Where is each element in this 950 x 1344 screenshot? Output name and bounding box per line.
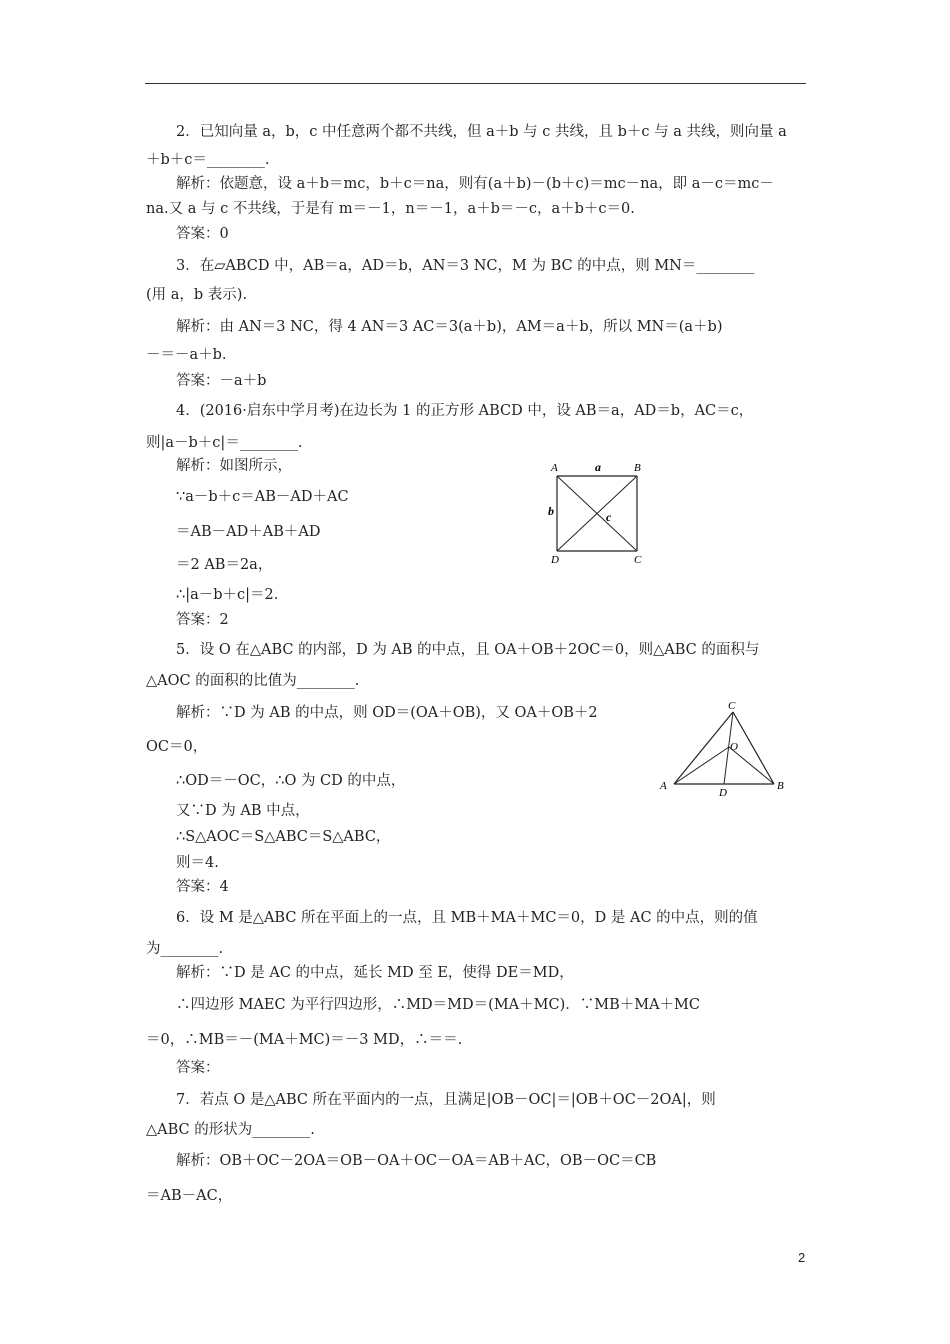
triangle-side-cb bbox=[733, 712, 774, 784]
text-line: 4．(2016·启东中学月考)在边长为 1 的正方形 ABCD 中，设 AB＝a，AD＝b，AC＝c， bbox=[176, 403, 754, 419]
text-line: ＝2 AB＝2a， bbox=[176, 557, 273, 573]
text-line: 答案： bbox=[176, 1060, 220, 1076]
label-D: D bbox=[719, 787, 727, 798]
label-C: C bbox=[728, 700, 736, 712]
text-line: 7．若点 O 是△ABC 所在平面内的一点，且满足|OB－OC|＝|OB＋OC－2OA|，则 bbox=[176, 1092, 716, 1108]
text-line: 解析：由 AN＝3 NC，得 4 AN＝3 AC＝3(a＋b)，AM＝a＋b，所以 MN＝(a＋b) bbox=[176, 319, 723, 335]
text-line: 5．设 O 在△ABC 的内部，D 为 AB 的中点，且 OA＋OB＋2OC＝0，则△ABC 的面积与 bbox=[176, 642, 760, 658]
text-line: 答案：－a＋b bbox=[176, 373, 267, 389]
label-c: c bbox=[606, 510, 612, 524]
text-line: △AOC 的面积的比值为________. bbox=[146, 673, 360, 689]
header-rule bbox=[145, 83, 806, 84]
text-line: ＝0，∴MB＝－(MA＋MC)＝－3 MD，∴＝＝. bbox=[146, 1032, 463, 1048]
triangle-side-ac bbox=[674, 712, 733, 784]
text-line: ∵a－b＋c＝AB－AD＋AC bbox=[176, 489, 349, 505]
text-line: 答案：4 bbox=[176, 879, 229, 895]
text-line: 答案：0 bbox=[176, 226, 229, 242]
triangle-figure bbox=[656, 698, 796, 798]
text-line: 则|a－b＋c|＝________. bbox=[146, 435, 303, 451]
text-line: ∴四边形 MAEC 为平行四边形，∴MD＝MD＝(MA＋MC)．∵MB＋MA＋MC bbox=[176, 997, 700, 1013]
text-line: 解析：如图所示， bbox=[176, 458, 292, 474]
text-line: 解析：∵D 是 AC 的中点，延长 MD 至 E，使得 DE＝MD， bbox=[176, 965, 574, 981]
text-line: 则＝4. bbox=[176, 855, 219, 871]
text-line: 答案：2 bbox=[176, 612, 229, 628]
text-line: 2．已知向量 a，b，c 中任意两个都不共线，但 a＋b 与 c 共线，且 b＋c 与 a 共线，则向量 a bbox=[176, 124, 787, 140]
text-line: OC＝0， bbox=[146, 739, 208, 755]
segment-oa bbox=[674, 747, 729, 784]
text-line: ＝AB－AC， bbox=[146, 1188, 233, 1204]
label-B: B bbox=[634, 462, 641, 474]
page-number: 2 bbox=[798, 1250, 806, 1265]
label-A: A bbox=[551, 462, 558, 474]
text-line: 解析：OB＋OC－2OA＝OB－OA＋OC－OA＝AB＋AC，OB－OC＝CB bbox=[176, 1153, 657, 1169]
text-line: na.又 a 与 c 不共线，于是有 m＝－1，n＝－1，a＋b＝－c，a＋b＋c＝0. bbox=[146, 201, 635, 217]
text-line: ＝AB－AD＋AB＋AD bbox=[176, 524, 321, 540]
text-line: 6．设 M 是△ABC 所在平面上的一点，且 MB＋MA＋MC＝0，D 是 AC 的中点，则的值 bbox=[176, 910, 758, 926]
text-line: (用 a，b 表示). bbox=[146, 287, 248, 303]
label-B: B bbox=[777, 780, 784, 792]
label-a: a bbox=[595, 460, 601, 474]
label-A: A bbox=[660, 780, 667, 792]
text-line: ∴S△AOC＝S△ABC＝S△ABC， bbox=[176, 829, 391, 845]
text-line: 解析：依题意，设 a＋b＝mc，b＋c＝na，则有(a＋b)－(b＋c)＝mc－na，即 a－c＝mc－ bbox=[176, 176, 774, 192]
text-line: △ABC 的形状为________. bbox=[146, 1122, 315, 1138]
text-line: 解析：∵D 为 AB 的中点，则 OD＝(OA＋OB)，又 OA＋OB＋2 bbox=[176, 705, 598, 721]
label-O: O bbox=[730, 741, 738, 753]
text-line: －＝－a＋b. bbox=[146, 347, 227, 363]
label-D: D bbox=[551, 554, 559, 566]
text-line: ∴|a－b＋c|＝2. bbox=[176, 587, 279, 603]
square-figure bbox=[548, 458, 648, 568]
text-line: 又∵D 为 AB 中点， bbox=[176, 803, 310, 819]
text-line: 3．在▱ABCD 中，AB＝a，AD＝b，AN＝3 NC，M 为 BC 的中点，则 MN＝________ bbox=[176, 258, 755, 274]
text-line: ∴OD＝－OC，∴O 为 CD 的中点， bbox=[176, 773, 406, 789]
label-b: b bbox=[548, 504, 554, 518]
label-C: C bbox=[634, 554, 642, 566]
text-line: ＋b＋c＝________. bbox=[146, 152, 270, 168]
text-line: 为________. bbox=[146, 941, 224, 957]
